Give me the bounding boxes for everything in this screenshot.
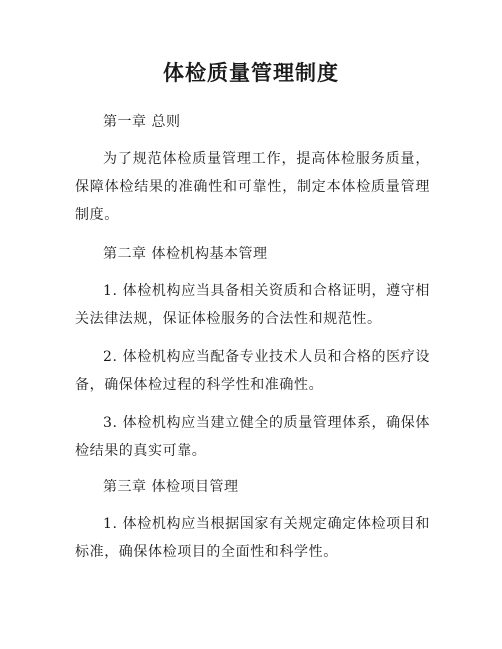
chapter-3-paragraph-1: 1. 体检机构应当根据国家有关规定确定体检项目和标准，确保体检项目的全面性和科学性。: [75, 516, 430, 560]
chapter-2-paragraph-3: 3. 体检机构应当建立健全的质量管理体系，确保体检结果的真实可靠。: [75, 415, 430, 459]
chapter-1-heading: 第一章 总则: [103, 114, 181, 130]
chapter-3-heading: 第三章 体检项目管理: [103, 479, 239, 495]
chapter-2-heading: 第二章 体检机构基本管理: [103, 246, 268, 262]
document-title: 体检质量管理制度: [163, 60, 339, 85]
chapter-1-paragraph-1: 为了规范体检质量管理工作，提高体检服务质量，保障体检结果的准确性和可靠性，制定本体检质量管理制度。: [75, 151, 430, 223]
chapter-2-paragraph-1: 1. 体检机构应当具备相关资质和合格证明，遵守相关法律法规，保证体检服务的合法性和规范性。: [75, 283, 430, 327]
chapter-2-paragraph-2: 2. 体检机构应当配备专业技术人员和合格的医疗设备，确保体检过程的科学性和准确性。: [75, 349, 430, 393]
